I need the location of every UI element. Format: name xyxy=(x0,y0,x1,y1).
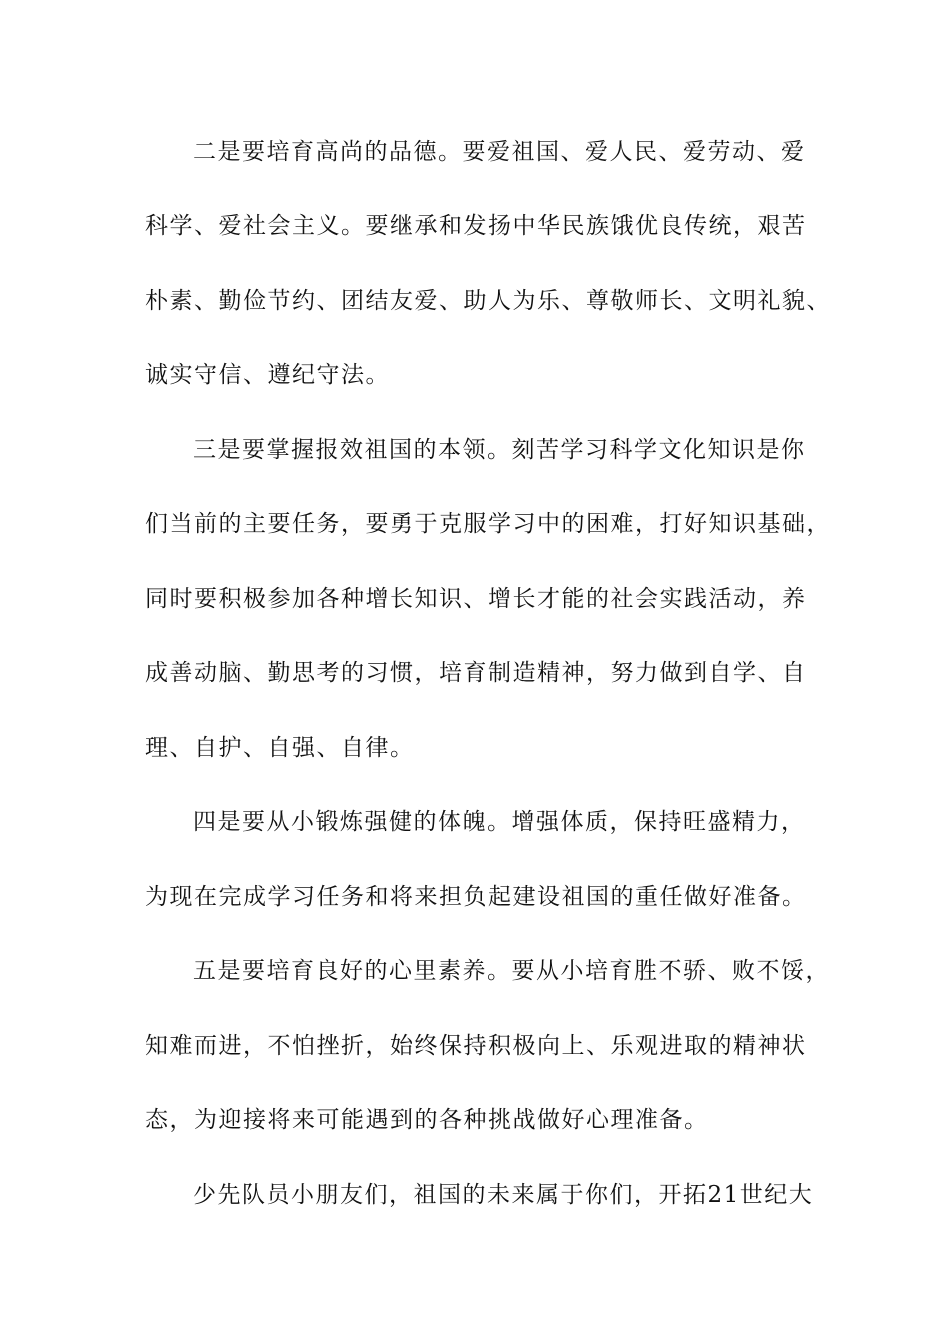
paragraph-6-line-1: 少先队员小朋友们，祖国的未来属于你们，开拓21世纪大 xyxy=(193,1182,814,1208)
paragraph-3-line-5: 理、自护、自强、自律。 xyxy=(145,735,415,761)
paragraph-2-line-4: 诚实守信、遵纪守法。 xyxy=(145,362,390,388)
paragraph-4-line-2: 为现在完成学习任务和将来担负起建设祖国的重任做好准备。 xyxy=(145,884,807,910)
paragraph-2-line-1: 二是要培育高尚的品德。要爱祖国、爱人民、爱劳动、爱 xyxy=(193,139,806,165)
paragraph-3-line-1: 三是要掌握报效祖国的本领。刻苦学习科学文化知识是你 xyxy=(193,437,806,463)
paragraph-5-line-3: 态，为迎接将来可能遇到的各种挑战做好心理准备。 xyxy=(145,1107,709,1133)
paragraph-3-line-4: 成善动脑、勤思考的习惯，培育制造精神，努力做到自学、自 xyxy=(145,660,807,686)
paragraph-2-line-2: 科学、爱社会主义。要继承和发扬中华民族饿优良传统，艰苦 xyxy=(145,213,807,239)
paragraph-4-line-1: 四是要从小锻炼强健的体魄。增强体质，保持旺盛精力， xyxy=(193,809,806,835)
paragraph-3-line-3: 同时要积极参加各种增长知识、增长才能的社会实践活动，养 xyxy=(145,586,807,612)
paragraph-5-line-2: 知难而进，不怕挫折，始终保持积极向上、乐观进取的精神状 xyxy=(145,1033,807,1059)
paragraph-3-line-2: 们当前的主要任务，要勇于克服学习中的困难，打好知识基础， xyxy=(145,511,831,537)
paragraph-2-line-3: 朴素、勤俭节约、团结友爱、助人为乐、尊敬师长、文明礼貌、 xyxy=(145,288,831,314)
paragraph-5-line-1: 五是要培育良好的心里素养。要从小培育胜不骄、败不馁， xyxy=(193,958,830,984)
